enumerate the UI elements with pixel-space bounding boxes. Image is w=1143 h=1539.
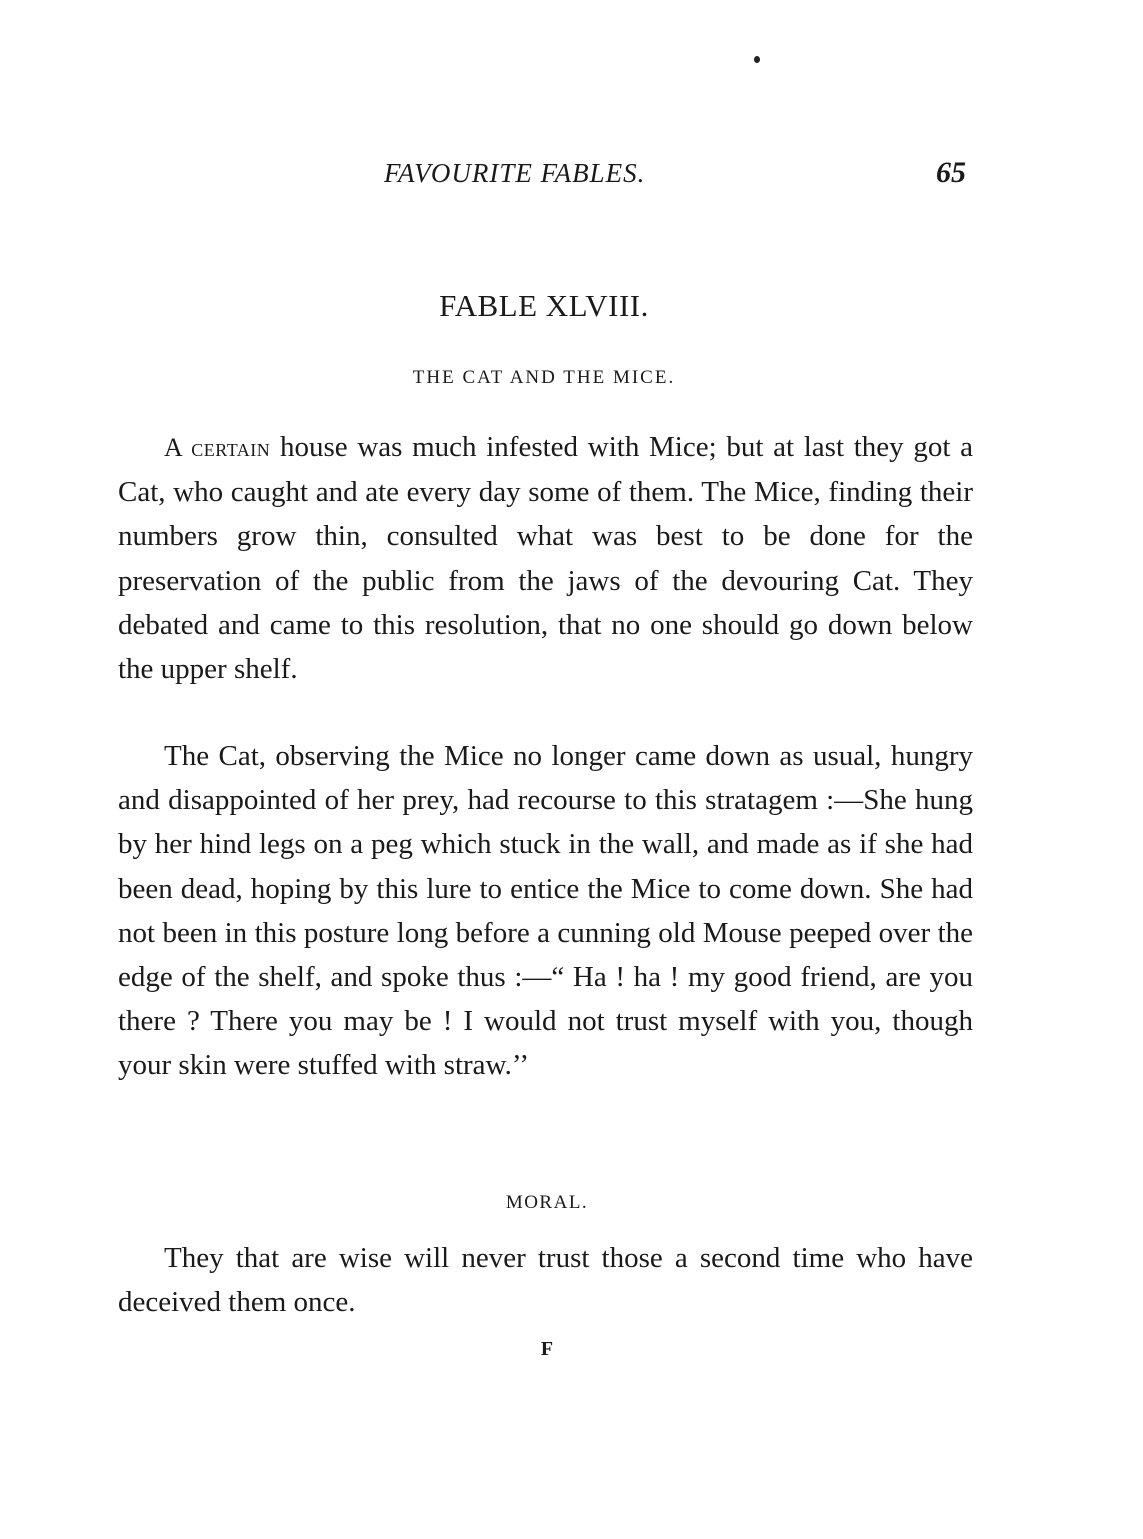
fable-paragraph-1 [118,425,973,691]
fable-title: FABLE XLVIII. [439,288,649,323]
fable-subtitle: THE CAT AND THE MICE. [412,367,676,388]
paragraph-1-text: house was much infested with Mice; but at last they got a Cat, who caught and ate every day some of them. The Mice, finding their numbers grow thin, consulted what was best to be done for the preservation of the public from the jaws of the devouring Cat. They debated and came to this resolution, that no one should go down below the upper shelf. [118,431,973,686]
moral-heading: MORAL. [505,1192,589,1213]
running-title: FAVOURITE FABLES. [384,158,646,188]
page-number: 65 [936,156,966,189]
fable-paragraph-2: The Cat, observing the Mice no longer came down as usual, hungry and disappointed of her prey, had recourse to this stratagem :—She hung by her hind legs on a peg which stuck in the wall, and made as if she had been dead, hoping by this lure to entice the Mice to come down. She had not been in this posture long before a cunning old Mouse peeped over the edge of the shelf, and spoke thus :—“ Ha ! ha ! my good friend, are you there ? There you may be ! I would not trust myself with you, though your skin were stuffed with straw.’’ [118,740,973,1082]
small-caps-lead: A certain [164,433,271,462]
moral-text: They that are wise will never trust those a second time who have deceived them once. [118,1242,973,1319]
ink-speck [754,56,760,63]
signature-mark: F [540,1338,554,1360]
